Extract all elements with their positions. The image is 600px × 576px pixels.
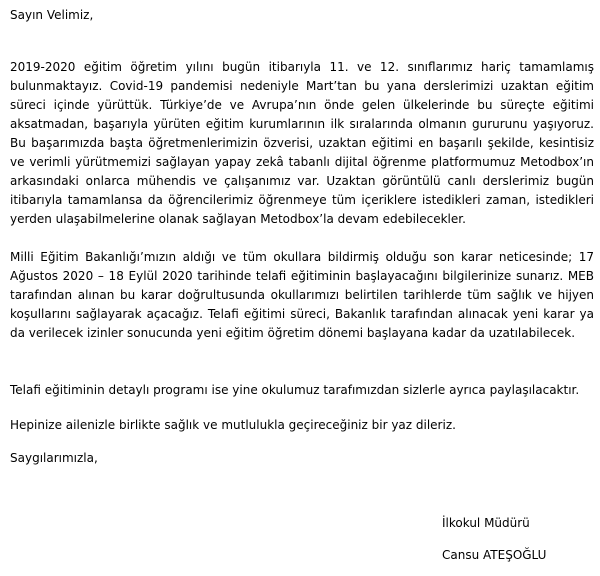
salutation: Sayın Velimiz, — [10, 8, 94, 22]
paragraph-wishes: Hepinize ailenizle birlikte sağlık ve mutlulukla geçireceğiniz bir yaz dileriz. — [10, 418, 456, 432]
paragraph-make-up-education: Milli Eğitim Bakanlığı’mızın aldığı ve tüm okullara bildirmiş olduğu son karar neticesinde; 17 Ağustos 2020 – 18 Eylül 2020 tarihinde telafi eğitiminin başlayacağını bilgilerinize sunarız. MEB tarafından alınan bu karar doğrultusunda okullarımızı belirtilen tarihlerde tüm sağlık ve hijyen koşullarını sağlayarak açacağız. Telafi eğitimi süreci, Bakanlık tarafından alınacak yeni karar ya da verilecek izinler sonucunda yeni eğitim öğretim dönemi başlayana kadar da uzatılabilecek. — [10, 250, 594, 340]
paragraph-school-year: 2019-2020 eğitim öğretim yılını bugün itibarıyla 11. ve 12. sınıflarımız hariç tamamlamış bulunmaktayız. Covid-19 pandemisi nedeniyle Mart’tan bu yana derslerimizi uzaktan eğitim süreci içinde yürüttük. Türkiye’de ve Avrupa’nın önde gelen ülkelerinde bu süreçte eğitimi aksatmadan, başarıyla yürüten eğitim kurumlarının ilk sıralarında olmanın gururunu yaşıyoruz. Bu başarımızda başta öğretmenlerimizin özverisi, uzaktan eğitimi en başarılı şekilde, kesintisiz ve verimli yürütmemizi sağlayan yapay zekâ tabanlı dijital öğrenme platformumuz Metodbox’ın arkasındaki onlarca mühendis ve çalışanımız var. Uzaktan görüntülü canlı derslerimiz bugün itibarıyla tamamlansa da öğrencilerimiz öğrenmeye tüm içeriklere istedikleri zaman, istedikleri yerden ulaşabilmelerine olanak sağlayan Metodbox’la devam edebilecekler. — [10, 60, 594, 226]
signature-title: İlkokul Müdürü — [442, 516, 530, 530]
letter-body — [10, 6, 594, 467]
signature-block — [442, 514, 546, 564]
closing: Saygılarımızla, — [10, 451, 98, 465]
signature-name: Cansu ATEŞOĞLU — [442, 548, 547, 562]
paragraph-program-details: Telafi eğitiminin detaylı programı ise yine okulumuz tarafımızdan sizlerle ayrıca paylaşılacaktır. — [10, 383, 580, 397]
